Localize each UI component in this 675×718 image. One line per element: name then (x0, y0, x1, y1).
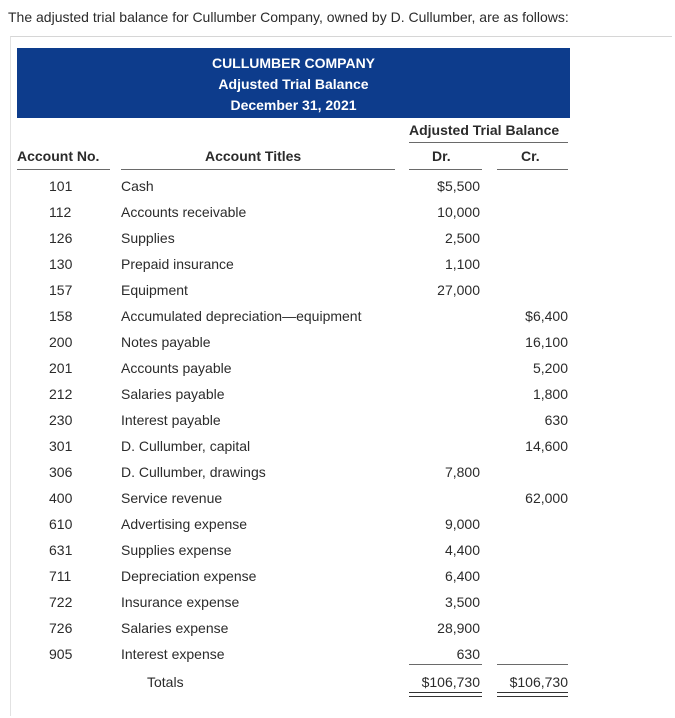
debit-amount: 630 (456, 646, 480, 662)
credit-amount: 62,000 (525, 490, 568, 506)
account-title: D. Cullumber, capital (121, 438, 251, 454)
table-row (0, 280, 675, 306)
account-title: Accounts receivable (121, 204, 247, 220)
account-title: Equipment (121, 282, 188, 298)
table-row (0, 644, 675, 670)
statement-date: December 31, 2021 (230, 97, 357, 113)
totals-label: Totals (147, 674, 184, 690)
credit-amount: 630 (544, 412, 568, 428)
account-titles-header: Account Titles (205, 148, 302, 164)
account-number: 711 (49, 568, 72, 584)
debit-amount: 27,000 (437, 282, 480, 298)
table-row (0, 254, 675, 280)
table-row (0, 514, 675, 540)
account-number: 158 (49, 308, 73, 324)
table-row (0, 410, 675, 436)
account-title: Accounts payable (121, 360, 232, 376)
account-title: D. Cullumber, drawings (121, 464, 266, 480)
debit-amount: 6,400 (444, 568, 480, 584)
dr-total-rule (409, 664, 482, 665)
statement-name: Adjusted Trial Balance (218, 76, 369, 92)
account-title: Interest payable (121, 412, 221, 428)
credit-amount: 1,800 (532, 386, 568, 402)
dr-double-underline (409, 692, 482, 697)
account-number: 631 (49, 542, 73, 558)
account-number: 157 (49, 282, 73, 298)
account-number: 212 (49, 386, 73, 402)
account-title: Interest expense (121, 646, 225, 662)
account-title: Supplies expense (121, 542, 232, 558)
debit-amount: 1,100 (444, 256, 480, 272)
cr-double-underline (497, 692, 568, 697)
account-title: Insurance expense (121, 594, 240, 610)
debit-amount: 7,800 (444, 464, 480, 480)
account-number: 126 (49, 230, 73, 246)
account-no-header-rule (17, 169, 110, 170)
account-number: 301 (49, 438, 73, 454)
credit-amount: 14,600 (525, 438, 568, 454)
table-row (0, 488, 675, 514)
cr-header: Cr. (521, 148, 540, 164)
group-header-rule (409, 142, 568, 143)
account-number: 230 (49, 412, 73, 428)
account-number: 722 (49, 594, 73, 610)
company-name: CULLUMBER COMPANY (211, 55, 376, 71)
table-row (0, 540, 675, 566)
account-title: Salaries expense (121, 620, 229, 636)
account-number: 400 (49, 490, 73, 506)
total-credit: $106,730 (509, 674, 568, 690)
account-titles-header-rule (121, 169, 395, 170)
table-row (0, 332, 675, 358)
table-row (0, 566, 675, 592)
cr-header-rule (497, 169, 568, 170)
account-number: 905 (49, 646, 73, 662)
adjusted-trial-balance-header: Adjusted Trial Balance (409, 122, 560, 138)
table-row (0, 228, 675, 254)
table-row (0, 618, 675, 644)
dr-header: Dr. (432, 148, 451, 164)
account-number: 101 (49, 178, 73, 194)
statement-banner (17, 48, 570, 118)
account-title: Salaries payable (121, 386, 225, 402)
debit-amount: 4,400 (444, 542, 480, 558)
account-title: Service revenue (121, 490, 223, 506)
account-no-header: Account No. (17, 148, 100, 164)
account-title: Depreciation expense (121, 568, 257, 584)
account-title: Advertising expense (121, 516, 248, 532)
account-title: Notes payable (121, 334, 211, 350)
account-number: 200 (49, 334, 73, 350)
total-debit: $106,730 (421, 674, 480, 690)
dr-header-rule (409, 169, 482, 170)
debit-amount: 10,000 (437, 204, 480, 220)
account-number: 306 (49, 464, 73, 480)
account-number: 610 (49, 516, 73, 532)
account-title: Cash (121, 178, 154, 194)
account-number: 130 (49, 256, 73, 272)
intro-text: The adjusted trial balance for Cullumber Company, owned by D. Cullumber, are as follows: (8, 9, 569, 25)
table-row (0, 436, 675, 462)
account-number: 112 (49, 204, 72, 220)
credit-amount: 5,200 (532, 360, 568, 376)
account-title: Accumulated depreciation—equipment (121, 308, 362, 324)
account-title: Prepaid insurance (121, 256, 234, 272)
cr-total-rule (497, 664, 568, 665)
debit-amount: 3,500 (444, 594, 480, 610)
table-row (0, 306, 675, 332)
debit-amount: $5,500 (437, 178, 480, 194)
table-row (0, 358, 675, 384)
table-row (0, 176, 675, 202)
table-row (0, 462, 675, 488)
table-row (0, 592, 675, 618)
credit-amount: $6,400 (525, 308, 568, 324)
credit-amount: 16,100 (525, 334, 568, 350)
debit-amount: 9,000 (444, 516, 480, 532)
account-number: 201 (49, 360, 73, 376)
table-row (0, 384, 675, 410)
account-number: 726 (49, 620, 73, 636)
table-row (0, 202, 675, 228)
debit-amount: 28,900 (437, 620, 480, 636)
debit-amount: 2,500 (444, 230, 480, 246)
account-title: Supplies (121, 230, 175, 246)
